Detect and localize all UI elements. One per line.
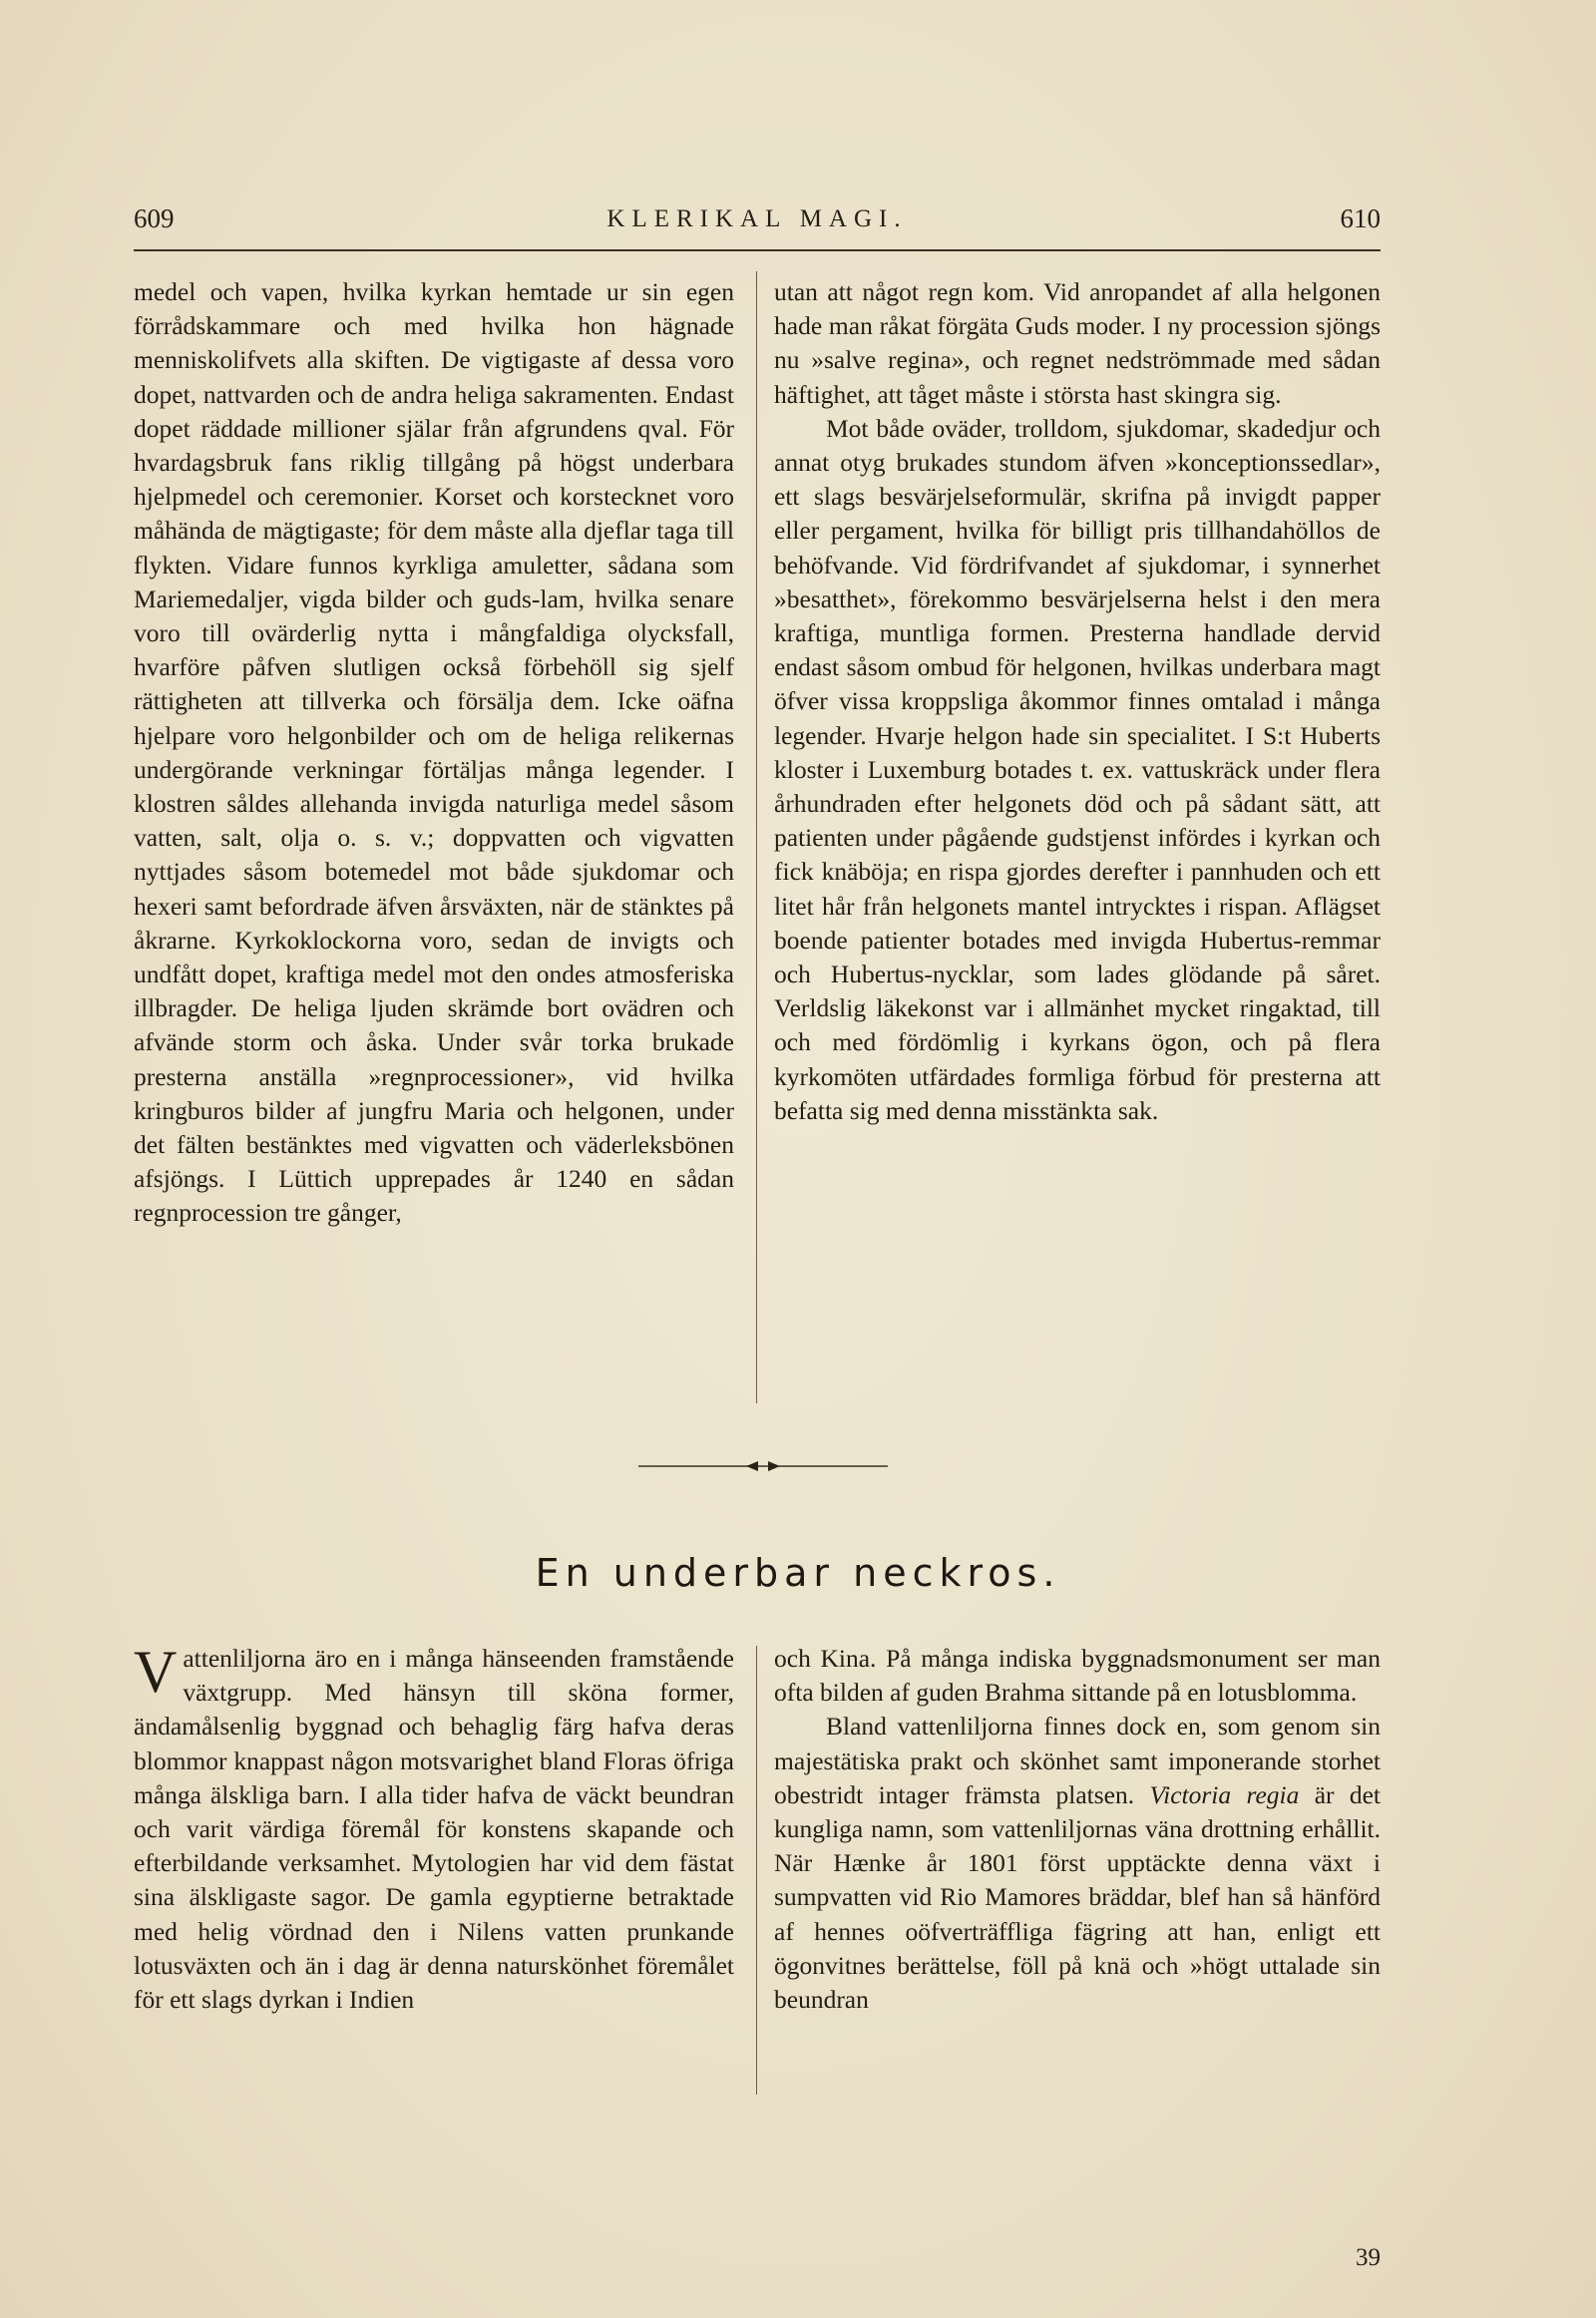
text-run: är det kungliga namn, som vattenliljornas väna drottning erhållit. När Hænke år 1801 först upptäckte denna växt i sumpvatten vid Rio Mamores bräddar, blef han så hänförd af hennes oöfverträffliga fägring att han, enligt ett ögonvitnes berättelse, föll på knä och »högt uttalade sin beundran bbox=[774, 1779, 1381, 2015]
running-header bbox=[134, 199, 1381, 239]
text-run: Bland vattenliljorna finnes dock en, som genom sin majestätiska prakt och skönhet samt imponerande storhet obestridt intager främsta platsen. bbox=[774, 1712, 1381, 1809]
paragraph: och Kina. På många indiska byggnadsmonument ser man ofta bilden af guden Brahma sittande på en lotusblomma. bbox=[774, 1644, 1381, 1708]
paragraph: medel och vapen, hvilka kyrkan hemtade ur sin egen förrådskammare och med hvilka hon hägnade menniskolifvets alla skiften. De vigtigaste af dessa voro dopet, nattvarden och de andra heliga sakramenten. Endast dopet räddade millioner själar från afgrundens qval. För hvardagsbruk fans riklig tillgång på högst underbara hjelpmedel och ceremonier. Korset och korstecknet voro måhända de mägtigaste; för dem måste alla djeflar taga till flykten. Vidare funnos kyrkliga amuletter, sådana som Mariemedaljer, vigda bilder och guds-lam, hvilka senare voro till ovärderlig nytta i mångfaldiga olycksfall, hvarföre påfven slutligen också förbehöll sig sjelf rättigheten att tillverka och försälja dem. Icke oäfna hjelpare voro helgonbilder och om de heliga relikernas undergörande verkningar förtäljas många legender. I klostren såldes allehanda invigda naturliga medel såsom vatten, salt, olja o. s. v.; doppvatten och vigvatten nyttjades såsom botemedel mot både sjukdomar och hexeri samt befordrade äfven årsväxten, när de stänktes på åkrarne. Kyrkoklockorna voro, sedan de invigts och undfått dopet, kraftiga medel mot den ondes atmosferiska illbragder. De heliga ljuden skrämde bort ovädren och afvände storm och åska. Under svår torka brukade presterna anställa »regnprocessioner», vid hvilka kringburos bilder af jungfru Maria och helgonen, under det fälten bestänktes med vigvatten och väderleksbönen afsjöngs. I Lüttich upprepades år 1240 en sådan regnprocession tre gånger, bbox=[134, 277, 734, 1228]
page-number-left: 609 bbox=[134, 203, 175, 233]
column-divider bbox=[756, 271, 757, 1403]
header-rule bbox=[134, 249, 1381, 251]
article-title: En underbar neckros. bbox=[535, 1551, 1061, 1595]
paragraph-text: attenliljorna äro en i många hänseenden framstående växtgrupp. Med hänsyn till sköna former, ändamålsenlig byggnad och behaglig färg hafva deras blommor knappast någon motsvarighet bland Floras öfriga många älskliga barn. I alla tider hafva de väckt beundran och varit värdiga föremål för konstens skapande och efterbildande verksamhet. Mytologien har vid dem fästat sina älskligaste sagor. De gamla egyptierne betraktade med helig vördnad den i Nilens vatten prunkande lotusväxten och än i dag är denna naturskönhet föremålet för ett slags dyrkan i Indien bbox=[134, 1644, 734, 2015]
page-number-footer: 39 bbox=[1356, 2244, 1381, 2271]
section2-right-column bbox=[774, 1642, 1381, 2017]
column-divider bbox=[756, 1646, 757, 2095]
paragraph: utan att något regn kom. Vid anropandet af alla helgonen hade man råkat förgäta Guds moder. I ny procession sjöngs nu »salve regina», och regnet nedströmmade med sådan häftighet, att tåget måste i största hast skingra sig. bbox=[774, 277, 1381, 409]
section2-left-column bbox=[134, 1639, 734, 2017]
drop-cap: V bbox=[134, 1639, 178, 1705]
section1-left-column bbox=[134, 275, 734, 1231]
italic-species-name: Victoria regia bbox=[1149, 1779, 1300, 1809]
section1-right-column bbox=[774, 275, 1381, 1128]
paragraph: Mot både oväder, trolldom, sjukdomar, skadedjur och annat otyg brukades stundom äfven »konceptionssedlar», ett slags besvärjelseformulär, skrifna på invigdt papper eller pergament, hvilka för billigt pris tillhandahöllos de behöfvande. Vid fördrifvandet af sjukdomar, i synnerhet »besatthet», förekommo besvärjelserna helst i den mera kraftiga, muntliga formen. Presterna handlade dervid endast såsom ombud för helgonen, hvilkas underbara magt öfver vissa kroppsliga åkommor finnes omtalad i många legender. Hvarje helgon hade sin specialitet. I S:t Huberts kloster i Luxemburg botades t. ex. vattuskräck under flera århundraden efter helgonets död och på sådant sätt, att patienten under pågående gudstjenst infördes i kyrkan och fick knäböja; en rispa gjordes derefter i pannhuden och ett litet hår från helgonets mantel intrycktes i rispan. Aflägset boende patienter botades med invigda Hubertus-remmar och Hubertus-nycklar, som lades glödande på såret. Verldslig läkekonst var i allmänhet mycket ringaktad, till och med fördömlig i kyrkans ögon, och på flera kyrkomöten utfärdades formliga förbud för presterna att befatta sig med denna misstänkta sak. bbox=[774, 413, 1381, 1125]
paragraph bbox=[134, 1639, 734, 2017]
paragraph bbox=[774, 1710, 1381, 2017]
page-number-right: 610 bbox=[1340, 203, 1381, 233]
section-ornament bbox=[638, 1456, 888, 1476]
running-title: KLERIKAL MAGI. bbox=[606, 205, 908, 232]
